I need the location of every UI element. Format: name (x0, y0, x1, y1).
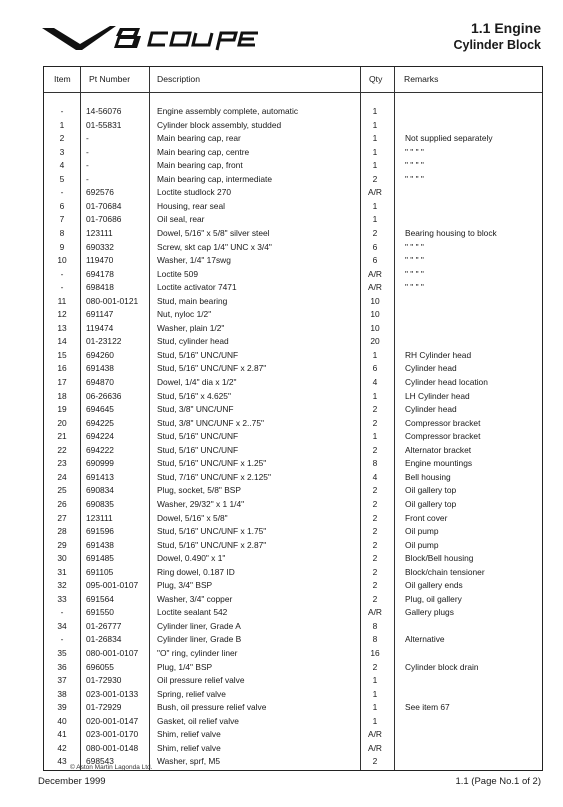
row-pt-number: 080-001-0107 (86, 648, 139, 658)
row-pt-number: 119470 (86, 255, 114, 266)
row-item: 20 (57, 417, 67, 428)
table-row (44, 484, 542, 496)
row-item: 28 (57, 526, 67, 537)
row-pt-number: 691105 (86, 566, 114, 577)
table-row (44, 322, 542, 334)
row-qty: 6 (372, 255, 378, 266)
row-qty: 2 (372, 580, 378, 591)
row-qty: 10 (370, 295, 380, 306)
table-row (44, 633, 542, 645)
row-pt-number: 691596 (86, 526, 114, 537)
row-description: Plug, 1/4" BSP (157, 661, 213, 672)
row-remarks: Oil gallery ends (405, 580, 463, 591)
row-description: Spring, relief valve (157, 688, 226, 699)
row-description: Loctite 509 (157, 268, 198, 279)
row-description: Loctite studlock 270 (157, 187, 232, 198)
row-qty: 2 (372, 444, 378, 455)
row-pt-number: 694178 (86, 268, 114, 279)
table-row (44, 132, 542, 144)
table-row (44, 105, 542, 117)
row-item: 9 (59, 241, 65, 252)
row-qty: 1 (372, 688, 378, 699)
row-description: Dowel, 1/4" dia x 1/2" (157, 377, 237, 387)
row-pt-number: 694870 (86, 377, 114, 387)
row-qty: 16 (370, 648, 380, 658)
row-item: 18 (57, 390, 67, 401)
row-remarks: LH Cylinder head (405, 390, 470, 401)
row-item: 2 (59, 133, 65, 144)
row-pt-number: 023-001-0170 (86, 729, 139, 740)
row-description: Main bearing cap, rear (157, 133, 241, 144)
row-item: 11 (57, 295, 67, 306)
row-item: 42 (57, 742, 67, 753)
table-row (44, 498, 542, 510)
table-row (44, 295, 542, 307)
table-row (44, 525, 542, 537)
table-row (44, 539, 542, 551)
row-remarks: " " " " (405, 146, 424, 157)
row-item: 10 (57, 255, 67, 266)
row-pt-number: - (86, 133, 89, 144)
header-divider (44, 92, 542, 93)
row-pt-number: 691550 (86, 607, 114, 618)
table-row (44, 376, 542, 388)
table-row (44, 268, 542, 280)
row-description: Washer, 29/32" x 1 1/4" (157, 498, 245, 509)
row-qty: 1 (372, 200, 378, 211)
row-pt-number: 01-55831 (86, 119, 122, 130)
table-row (44, 552, 542, 564)
row-qty: 1 (372, 390, 378, 401)
row-pt-number: 690999 (86, 458, 114, 469)
row-remarks: Cylinder head (405, 404, 457, 415)
row-item: 33 (57, 593, 67, 604)
section-title: 1.1 Engine (470, 20, 541, 36)
row-description: Main bearing cap, centre (157, 146, 250, 157)
col-header-qty: Qty (369, 74, 383, 84)
table-row (44, 146, 542, 158)
row-description: Housing, rear seal (157, 200, 225, 211)
row-qty: 1 (372, 133, 378, 144)
row-remarks: " " " " (405, 173, 424, 184)
row-item: 24 (57, 471, 67, 482)
row-remarks: Bearing housing to block (405, 227, 497, 238)
row-qty: 1 (372, 349, 378, 360)
row-description: Plug, 3/4" BSP (157, 580, 213, 591)
row-remarks: Compressor bracket (405, 431, 481, 442)
table-row (44, 119, 542, 131)
row-item: - (60, 607, 64, 618)
row-description: Dowel, 5/16" x 5/8" silver steel (157, 227, 270, 238)
row-item: 15 (57, 349, 67, 360)
table-row (44, 579, 542, 591)
row-pt-number: 692576 (86, 187, 114, 198)
table-row (44, 620, 542, 632)
row-description: Stud, main bearing (157, 295, 228, 306)
row-description: Shim, relief valve (157, 729, 221, 740)
row-qty: 2 (372, 553, 378, 564)
row-description: Plug, socket, 5/8" BSP (157, 485, 241, 496)
table-row (44, 647, 542, 659)
row-pt-number: 691438 (86, 363, 114, 374)
row-pt-number: 691485 (86, 553, 114, 564)
row-remarks: Plug, oil gallery (405, 593, 462, 604)
row-remarks: Oil gallery top (405, 485, 457, 496)
col-header-remarks: Remarks (404, 74, 439, 84)
row-description: Gasket, oil relief valve (157, 715, 239, 726)
col-header-description: Description (157, 74, 200, 84)
row-pt-number: 06-26636 (86, 390, 122, 401)
row-item: 26 (57, 498, 67, 509)
table-row (44, 715, 542, 727)
table-row (44, 566, 542, 578)
row-description: Loctite sealant 542 (157, 607, 228, 618)
row-item: 4 (59, 160, 65, 171)
table-row (44, 688, 542, 700)
row-description: Washer, 1/4" 17swg (157, 255, 231, 266)
row-remarks: Block/Bell housing (405, 553, 474, 564)
row-item: 31 (57, 566, 67, 577)
row-qty: 2 (372, 404, 378, 415)
row-qty: 2 (372, 227, 378, 238)
row-qty: 10 (370, 309, 380, 320)
row-item: 29 (57, 539, 67, 550)
row-pt-number: 01-26834 (86, 634, 122, 645)
row-description: Cylinder block assembly, studded (157, 119, 282, 130)
row-remarks: See item 67 (405, 702, 450, 713)
row-pt-number: 696055 (86, 661, 114, 672)
row-pt-number: 023-001-0133 (86, 688, 139, 699)
table-row (44, 308, 542, 320)
table-row (44, 390, 542, 402)
row-pt-number: 14-56076 (86, 106, 122, 116)
row-remarks: Cylinder head (405, 363, 457, 374)
table-row (44, 457, 542, 469)
row-qty: A/R (368, 607, 382, 618)
row-qty: 2 (372, 661, 378, 672)
row-qty: A/R (368, 282, 382, 293)
row-description: Engine assembly complete, automatic (157, 106, 299, 116)
row-qty: 2 (372, 593, 378, 604)
row-remarks: Cylinder block drain (405, 661, 479, 672)
row-pt-number: 095-001-0107 (86, 580, 139, 591)
row-item: - (60, 106, 64, 116)
row-qty: 8 (372, 458, 378, 469)
row-qty: 2 (372, 512, 378, 523)
table-row (44, 254, 542, 266)
table-row (44, 227, 542, 239)
row-qty: 1 (372, 119, 378, 130)
row-item: 22 (57, 444, 67, 455)
table-row (44, 606, 542, 618)
row-description: Dowel, 0.490" x 1" (157, 553, 226, 564)
table-row (44, 403, 542, 415)
title-block (453, 20, 541, 53)
row-qty: A/R (368, 268, 382, 279)
row-remarks: " " " " (405, 160, 424, 171)
row-remarks: RH Cylinder head (405, 349, 472, 360)
row-pt-number: 690332 (86, 241, 114, 252)
row-item: 27 (57, 512, 67, 523)
row-remarks: Not supplied separately (405, 133, 493, 144)
row-pt-number: 119474 (86, 322, 114, 333)
row-qty: 2 (372, 756, 378, 767)
row-description: Stud, 5/16" UNC/UNF (157, 431, 239, 442)
row-qty: 2 (372, 566, 378, 577)
table-row (44, 728, 542, 740)
row-item: 35 (57, 648, 67, 658)
section-subtitle: Cylinder Block (453, 38, 541, 52)
table-row (44, 213, 542, 225)
row-remarks: Engine mountings (405, 458, 473, 469)
row-qty: 10 (370, 322, 380, 333)
row-qty: 2 (372, 526, 378, 537)
row-pt-number: 694224 (86, 431, 114, 442)
table-row (44, 362, 542, 374)
row-description: Stud, 5/16" UNC/UNF (157, 349, 239, 360)
row-description: Shim, relief valve (157, 742, 221, 753)
table-row (44, 173, 542, 185)
row-remarks: Bell housing (405, 471, 451, 482)
row-item: 13 (57, 322, 67, 333)
table-row (44, 471, 542, 483)
table-row (44, 512, 542, 524)
row-description: Oil pressure relief valve (157, 675, 245, 686)
row-description: Screw, skt cap 1/4" UNC x 3/4" (157, 241, 272, 252)
row-description: Main bearing cap, front (157, 160, 243, 171)
row-description: Stud, 5/16" x 4.625" (157, 390, 231, 401)
row-item: 32 (57, 580, 67, 591)
row-pt-number: 691564 (86, 593, 114, 604)
row-item: 3 (59, 146, 65, 157)
row-pt-number: 698543 (86, 756, 114, 767)
row-pt-number: 080-001-0148 (86, 742, 139, 753)
row-qty: 2 (372, 173, 378, 184)
row-description: Washer, plain 1/2" (157, 322, 225, 333)
row-item: - (60, 634, 64, 645)
row-description: "O" ring, cylinder liner (157, 648, 238, 658)
row-qty: 1 (372, 160, 378, 171)
table-row (44, 674, 542, 686)
row-qty: 8 (372, 620, 378, 631)
row-description: Stud, 5/16" UNC/UNF x 1.25" (157, 458, 267, 469)
row-pt-number: - (86, 160, 89, 171)
table-row (44, 349, 542, 361)
row-description: Stud, 5/16" UNC/UNF x 2.87" (157, 539, 267, 550)
table-row (44, 241, 542, 253)
row-qty: 2 (372, 498, 378, 509)
row-qty: 2 (372, 485, 378, 496)
row-item: 41 (57, 729, 67, 740)
row-pt-number: 01-72929 (86, 702, 122, 713)
row-qty: A/R (368, 742, 382, 753)
parts-table (43, 66, 543, 771)
row-pt-number: 690834 (86, 485, 114, 496)
table-row (44, 159, 542, 171)
row-item: 43 (57, 756, 67, 767)
row-item: 19 (57, 404, 67, 415)
row-remarks: Alternative (405, 634, 445, 645)
row-qty: A/R (368, 729, 382, 740)
copyright-text: © Aston Martin Lagonda Ltd. (70, 764, 153, 771)
row-description: Nut, nyloc 1/2" (157, 309, 212, 320)
row-pt-number: 690835 (86, 498, 114, 509)
row-item: 17 (57, 377, 67, 387)
table-row (44, 701, 542, 713)
row-remarks: " " " " (405, 268, 424, 279)
row-pt-number: 691147 (86, 309, 114, 320)
table-row (44, 593, 542, 605)
row-item: 6 (59, 200, 65, 211)
row-qty: 4 (372, 377, 378, 387)
row-description: Cylinder liner, Grade A (157, 620, 241, 631)
footer-date: December 1999 (38, 776, 106, 787)
row-remarks: Compressor bracket (405, 417, 481, 428)
row-pt-number: 01-70686 (86, 214, 122, 225)
row-pt-number: 080-001-0121 (86, 295, 139, 306)
table-row (44, 186, 542, 198)
row-item: - (60, 282, 64, 293)
row-qty: 1 (372, 214, 378, 225)
row-description: Main bearing cap, intermediate (157, 173, 272, 184)
table-row (44, 200, 542, 212)
table-row (44, 417, 542, 429)
row-qty: 20 (370, 336, 380, 347)
row-pt-number: - (86, 146, 89, 157)
row-item: 36 (57, 661, 67, 672)
row-pt-number: 694225 (86, 417, 114, 428)
row-qty: A/R (368, 187, 382, 198)
row-item: 34 (57, 620, 67, 631)
row-pt-number: 694222 (86, 444, 114, 455)
row-description: Oil seal, rear (157, 214, 205, 225)
row-remarks: Block/chain tensioner (405, 566, 485, 577)
table-row (44, 281, 542, 293)
row-item: 37 (57, 675, 67, 686)
row-remarks: Alternator bracket (405, 444, 472, 455)
row-qty: 6 (372, 241, 378, 252)
row-description: Washer, 3/4" copper (157, 593, 233, 604)
row-description: Stud, 5/16" UNC/UNF x 1.75" (157, 526, 267, 537)
row-remarks: Front cover (405, 512, 448, 523)
row-pt-number: 01-26777 (86, 620, 122, 631)
row-item: 40 (57, 715, 67, 726)
row-item: 21 (57, 431, 67, 442)
row-pt-number: 698418 (86, 282, 114, 293)
row-description: Stud, 3/8" UNC/UNF x 2..75" (157, 417, 264, 428)
row-description: Bush, oil pressure relief valve (157, 702, 267, 713)
row-item: 5 (59, 173, 65, 184)
row-remarks: Gallery plugs (405, 607, 454, 618)
row-item: 39 (57, 702, 67, 713)
row-item: 23 (57, 458, 67, 469)
row-qty: 2 (372, 539, 378, 550)
row-pt-number: 020-001-0147 (86, 715, 139, 726)
table-row (44, 430, 542, 442)
row-remarks: " " " " (405, 282, 424, 293)
row-pt-number: 123111 (86, 227, 113, 238)
row-description: Dowel, 5/16" x 5/8" (157, 512, 228, 523)
row-pt-number: 01-72930 (86, 675, 122, 686)
row-qty: 4 (372, 471, 378, 482)
row-description: Ring dowel, 0.187 ID (157, 566, 235, 577)
row-remarks: Cylinder head location (405, 377, 488, 387)
row-pt-number: 691413 (86, 471, 114, 482)
row-pt-number: 694645 (86, 404, 114, 415)
row-item: 8 (59, 227, 65, 238)
table-row (44, 444, 542, 456)
row-description: Washer, sprf, M5 (157, 756, 220, 767)
row-pt-number: 01-70684 (86, 200, 122, 211)
row-description: Stud, 3/8" UNC/UNF (157, 404, 234, 415)
row-item: 38 (57, 688, 67, 699)
row-pt-number: 691438 (86, 539, 114, 550)
row-qty: 1 (372, 715, 378, 726)
row-pt-number: 01-23122 (86, 336, 122, 347)
row-item: 30 (57, 553, 67, 564)
row-remarks: Oil gallery top (405, 498, 457, 509)
table-row (44, 661, 542, 673)
row-qty: 8 (372, 634, 378, 645)
row-description: Stud, 7/16" UNC/UNF x 2.125" (157, 471, 271, 482)
row-pt-number: - (86, 173, 89, 184)
row-description: Cylinder liner, Grade B (157, 634, 242, 645)
row-remarks: " " " " (405, 241, 424, 252)
row-remarks: Oil pump (405, 539, 439, 550)
row-remarks: Oil pump (405, 526, 439, 537)
row-item: 16 (57, 363, 67, 374)
row-qty: 1 (372, 702, 378, 713)
row-description: Stud, 5/16" UNC/UNF (157, 444, 239, 455)
table-row (44, 335, 542, 347)
v8-coupe-logo (40, 22, 265, 52)
row-description: Stud, 5/16" UNC/UNF x 2.87" (157, 363, 267, 374)
col-header-item: Item (54, 74, 71, 84)
row-qty: 2 (372, 417, 378, 428)
row-remarks: " " " " (405, 255, 424, 266)
row-item: 14 (57, 336, 67, 347)
row-item: 25 (57, 485, 67, 496)
row-description: Loctite activator 7471 (157, 282, 237, 293)
row-description: Stud, cylinder head (157, 336, 229, 347)
row-pt-number: 123111 (86, 512, 113, 523)
row-qty: 1 (372, 675, 378, 686)
footer-page-number: 1.1 (Page No.1 of 2) (455, 776, 541, 787)
row-item: - (60, 268, 64, 279)
row-qty: 1 (372, 431, 378, 442)
row-qty: 6 (372, 363, 378, 374)
row-item: 12 (57, 309, 67, 320)
row-qty: 1 (372, 106, 378, 116)
col-header-pt-number: Pt Number (89, 74, 131, 84)
row-qty: 1 (372, 146, 378, 157)
row-item: 7 (59, 214, 65, 225)
table-row (44, 742, 542, 754)
row-item: - (60, 187, 64, 198)
row-pt-number: 694260 (86, 349, 114, 360)
row-item: 1 (59, 119, 65, 130)
